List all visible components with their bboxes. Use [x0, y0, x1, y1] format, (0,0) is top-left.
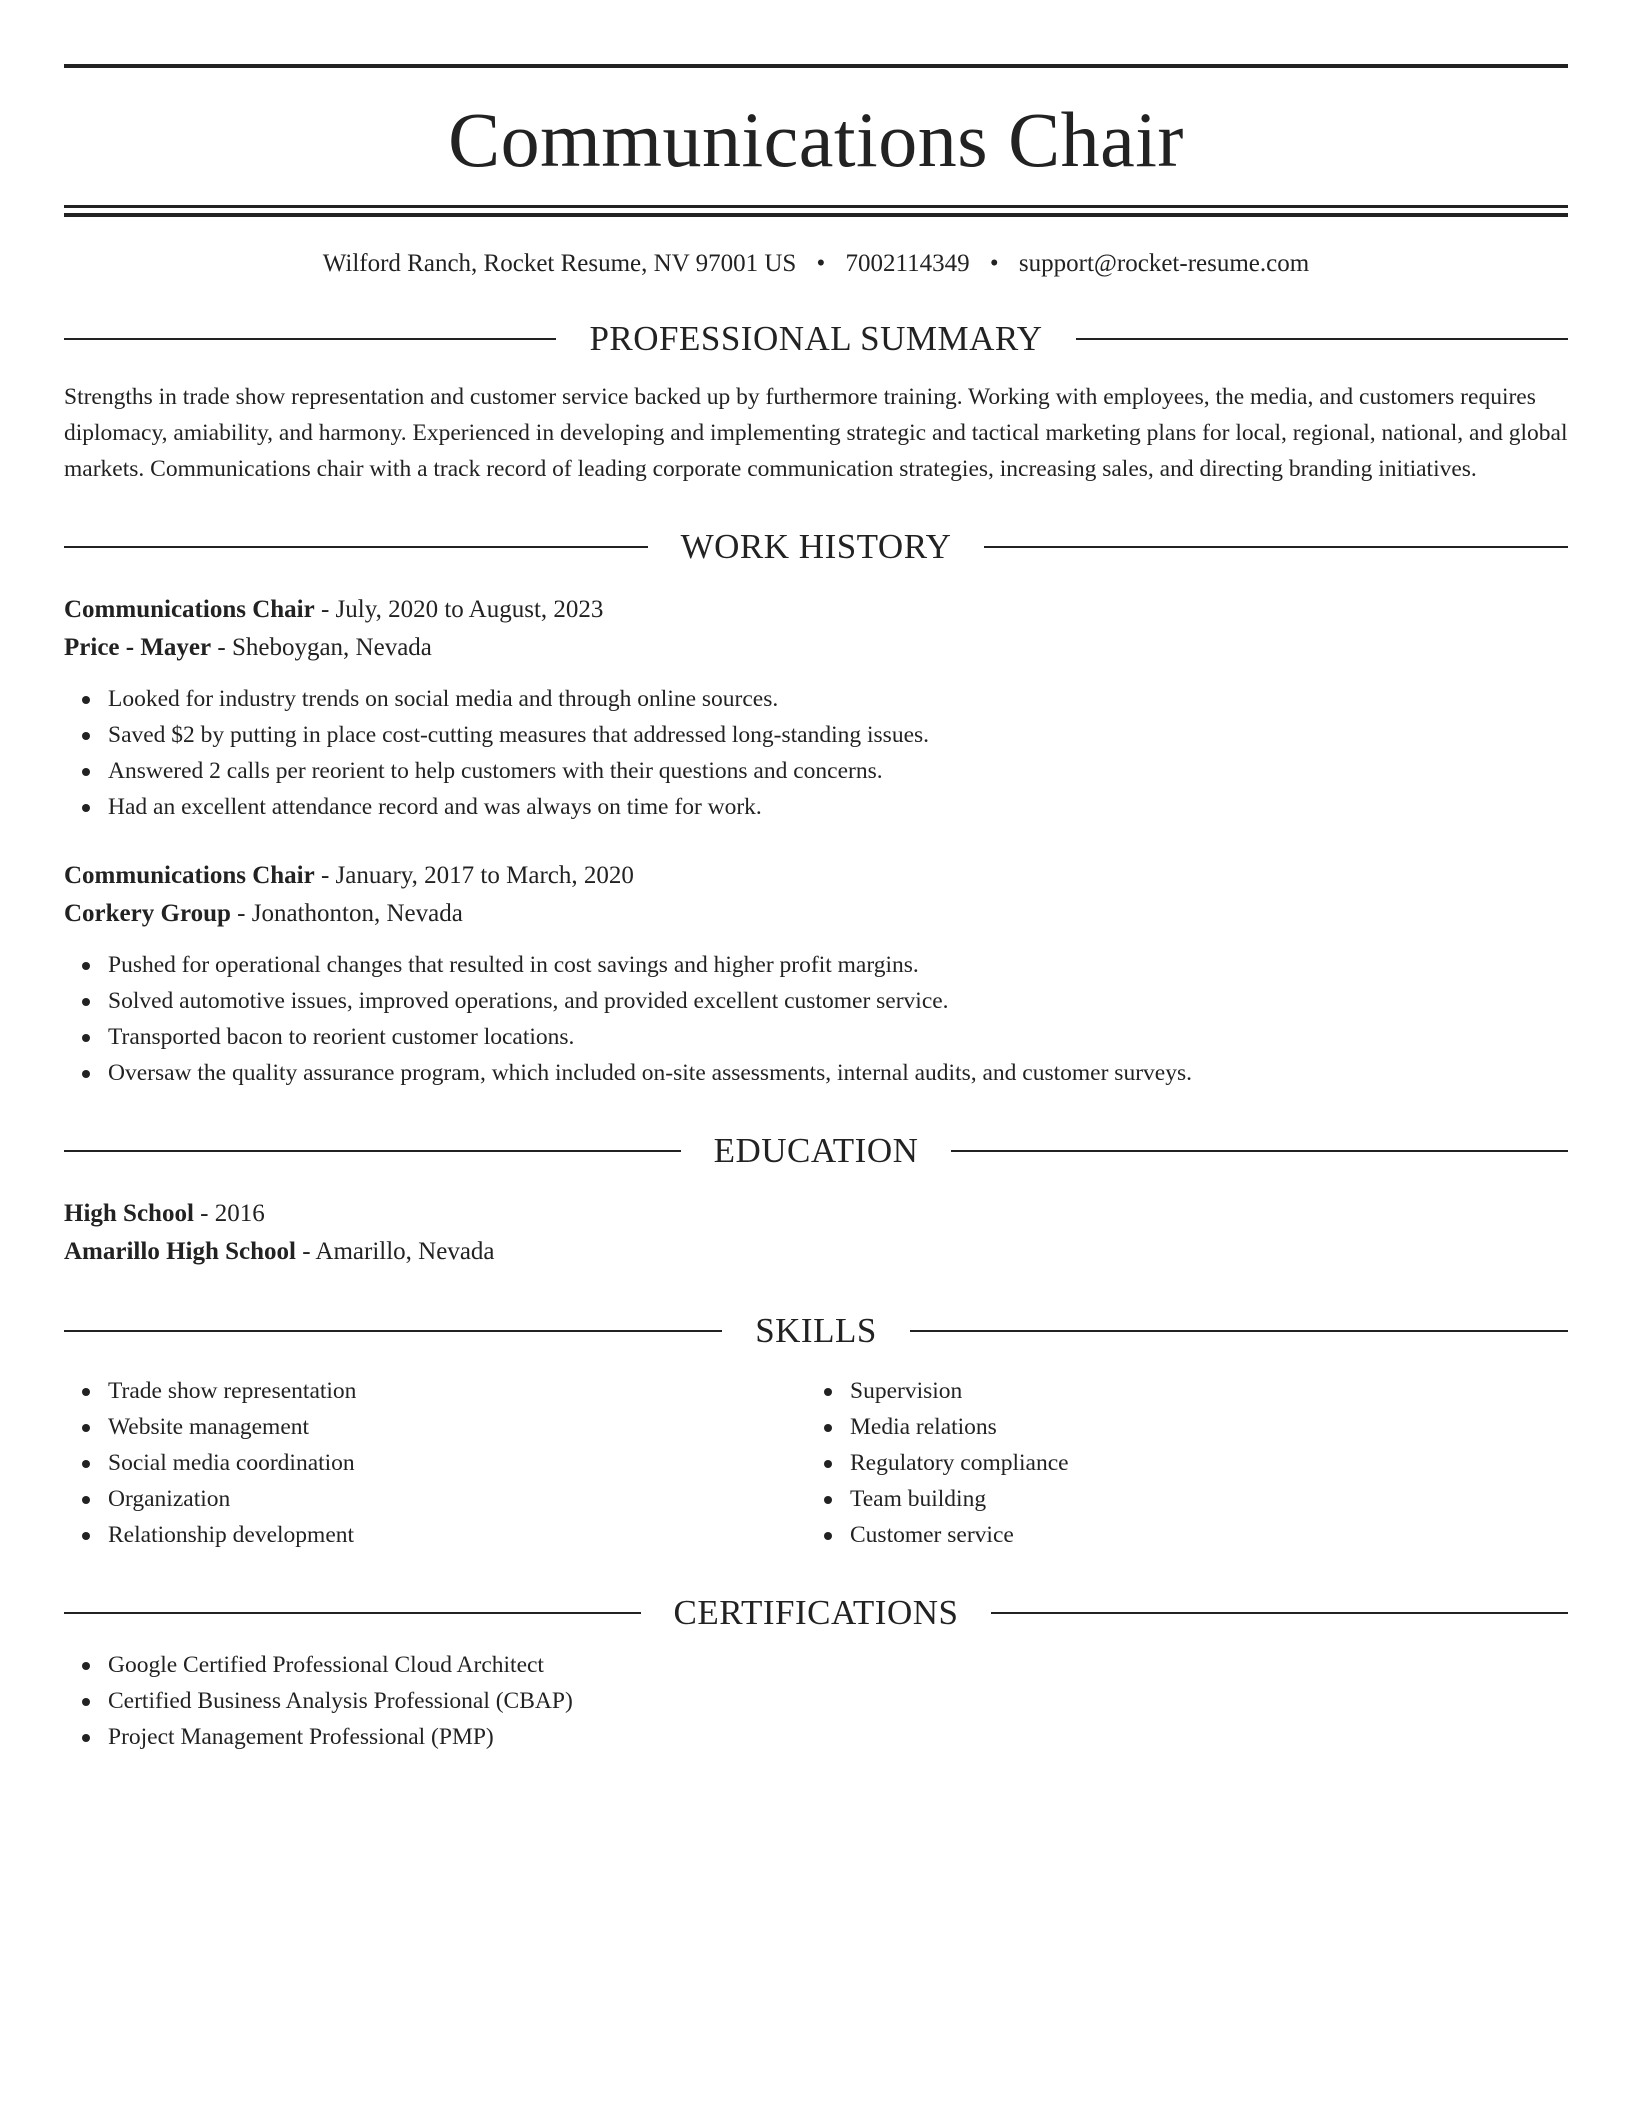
job-entry [64, 591, 1568, 825]
list-item: Website management [108, 1409, 806, 1445]
job-title-line [64, 857, 1568, 895]
list-item: Organization [108, 1481, 806, 1517]
list-item: Looked for industry trends on social media and through online sources. [108, 681, 1568, 717]
list-item: Had an excellent attendance record and was always on time for work. [108, 789, 1568, 825]
section-heading-certifications [64, 1593, 1568, 1633]
contact-email: support@rocket-resume.com [1018, 250, 1310, 277]
list-item: Google Certified Professional Cloud Architect [108, 1647, 1568, 1683]
skills-list-left [64, 1373, 806, 1553]
education-degree-line [64, 1195, 1568, 1233]
job-location: - Sheboygan, Nevada [211, 634, 432, 661]
list-item: Media relations [850, 1409, 1548, 1445]
heading-rule [910, 1330, 1568, 1332]
heading-rule [1076, 338, 1568, 340]
education-location: - Amarillo, Nevada [295, 1238, 495, 1265]
list-item: Social media coordination [108, 1445, 806, 1481]
job-bullets [64, 947, 1568, 1091]
education-entry [64, 1195, 1568, 1271]
education-year: - 2016 [193, 1200, 265, 1227]
section-title: PROFESSIONAL SUMMARY [589, 319, 1043, 358]
education-school: Amarillo High School [64, 1238, 296, 1265]
list-item: Relationship development [108, 1517, 806, 1553]
list-item: Team building [850, 1481, 1548, 1517]
section-heading-summary [64, 319, 1568, 359]
job-company-line [64, 629, 1568, 667]
job-company: Price - Mayer [64, 634, 212, 661]
heading-rule [64, 1150, 681, 1152]
job-dates: - January, 2017 to March, 2020 [314, 862, 634, 889]
resume-page [64, 64, 1568, 1755]
section-title: CERTIFICATIONS [673, 1593, 959, 1632]
contact-line [64, 249, 1568, 279]
section-title: WORK HISTORY [680, 527, 952, 566]
job-company: Corkery Group [64, 900, 231, 927]
contact-separator: • [816, 250, 826, 277]
heading-rule [984, 546, 1568, 548]
list-item: Oversaw the quality assurance program, which included on-site assessments, internal audits, and customer surveys. [108, 1055, 1568, 1091]
section-heading-work-history [64, 527, 1568, 567]
education-degree: High School [64, 1200, 194, 1227]
double-rule [64, 205, 1568, 217]
list-item: Regulatory compliance [850, 1445, 1548, 1481]
list-item: Pushed for operational changes that resulted in cost savings and higher profit margins. [108, 947, 1568, 983]
list-item: Supervision [850, 1373, 1548, 1409]
skills-list-right [806, 1373, 1548, 1553]
heading-rule [64, 1330, 722, 1332]
job-bullets [64, 681, 1568, 825]
list-item: Saved $2 by putting in place cost-cutting measures that addressed long-standing issues. [108, 717, 1568, 753]
list-item: Trade show representation [108, 1373, 806, 1409]
job-location: - Jonathonton, Nevada [230, 900, 463, 927]
heading-rule [64, 1612, 641, 1614]
heading-rule [64, 546, 648, 548]
job-title: Communications Chair [64, 596, 315, 623]
job-dates: - July, 2020 to August, 2023 [314, 596, 604, 623]
section-heading-skills [64, 1311, 1568, 1351]
contact-phone: 7002114349 [845, 250, 970, 277]
heading-rule [951, 1150, 1568, 1152]
list-item: Customer service [850, 1517, 1548, 1553]
list-item: Transported bacon to reorient customer locations. [108, 1019, 1568, 1055]
top-rule [64, 64, 1568, 68]
heading-rule [991, 1612, 1568, 1614]
certifications-list [64, 1647, 1568, 1755]
section-heading-education [64, 1131, 1568, 1171]
contact-separator: • [989, 250, 999, 277]
heading-rule [64, 338, 556, 340]
contact-address: Wilford Ranch, Rocket Resume, NV 97001 US [322, 250, 797, 277]
list-item: Solved automotive issues, improved operations, and provided excellent customer service. [108, 983, 1568, 1019]
section-title: EDUCATION [713, 1131, 919, 1170]
education-school-line [64, 1233, 1568, 1271]
list-item: Project Management Professional (PMP) [108, 1719, 1568, 1755]
summary-text: Strengths in trade show representation and customer service backed up by furthermore training. Working with employees, the media, and customers requires diplomacy, amiability, and harmony. Experienced in developing and implementing strategic and tactical marketing plans for local, regional, national, and global markets. Communications chair with a track record of leading corporate communication strategies, increasing sales, and directing branding initiatives. [64, 384, 1568, 482]
list-item: Certified Business Analysis Professional (CBAP) [108, 1683, 1568, 1719]
list-item: Answered 2 calls per reorient to help customers with their questions and concerns. [108, 753, 1568, 789]
job-title: Communications Chair [64, 862, 315, 889]
job-title-line [64, 591, 1568, 629]
resume-name: Communications Chair [448, 96, 1184, 183]
skills-columns [64, 1373, 1568, 1553]
job-company-line [64, 895, 1568, 933]
section-title: SKILLS [755, 1311, 877, 1350]
job-entry [64, 857, 1568, 1091]
